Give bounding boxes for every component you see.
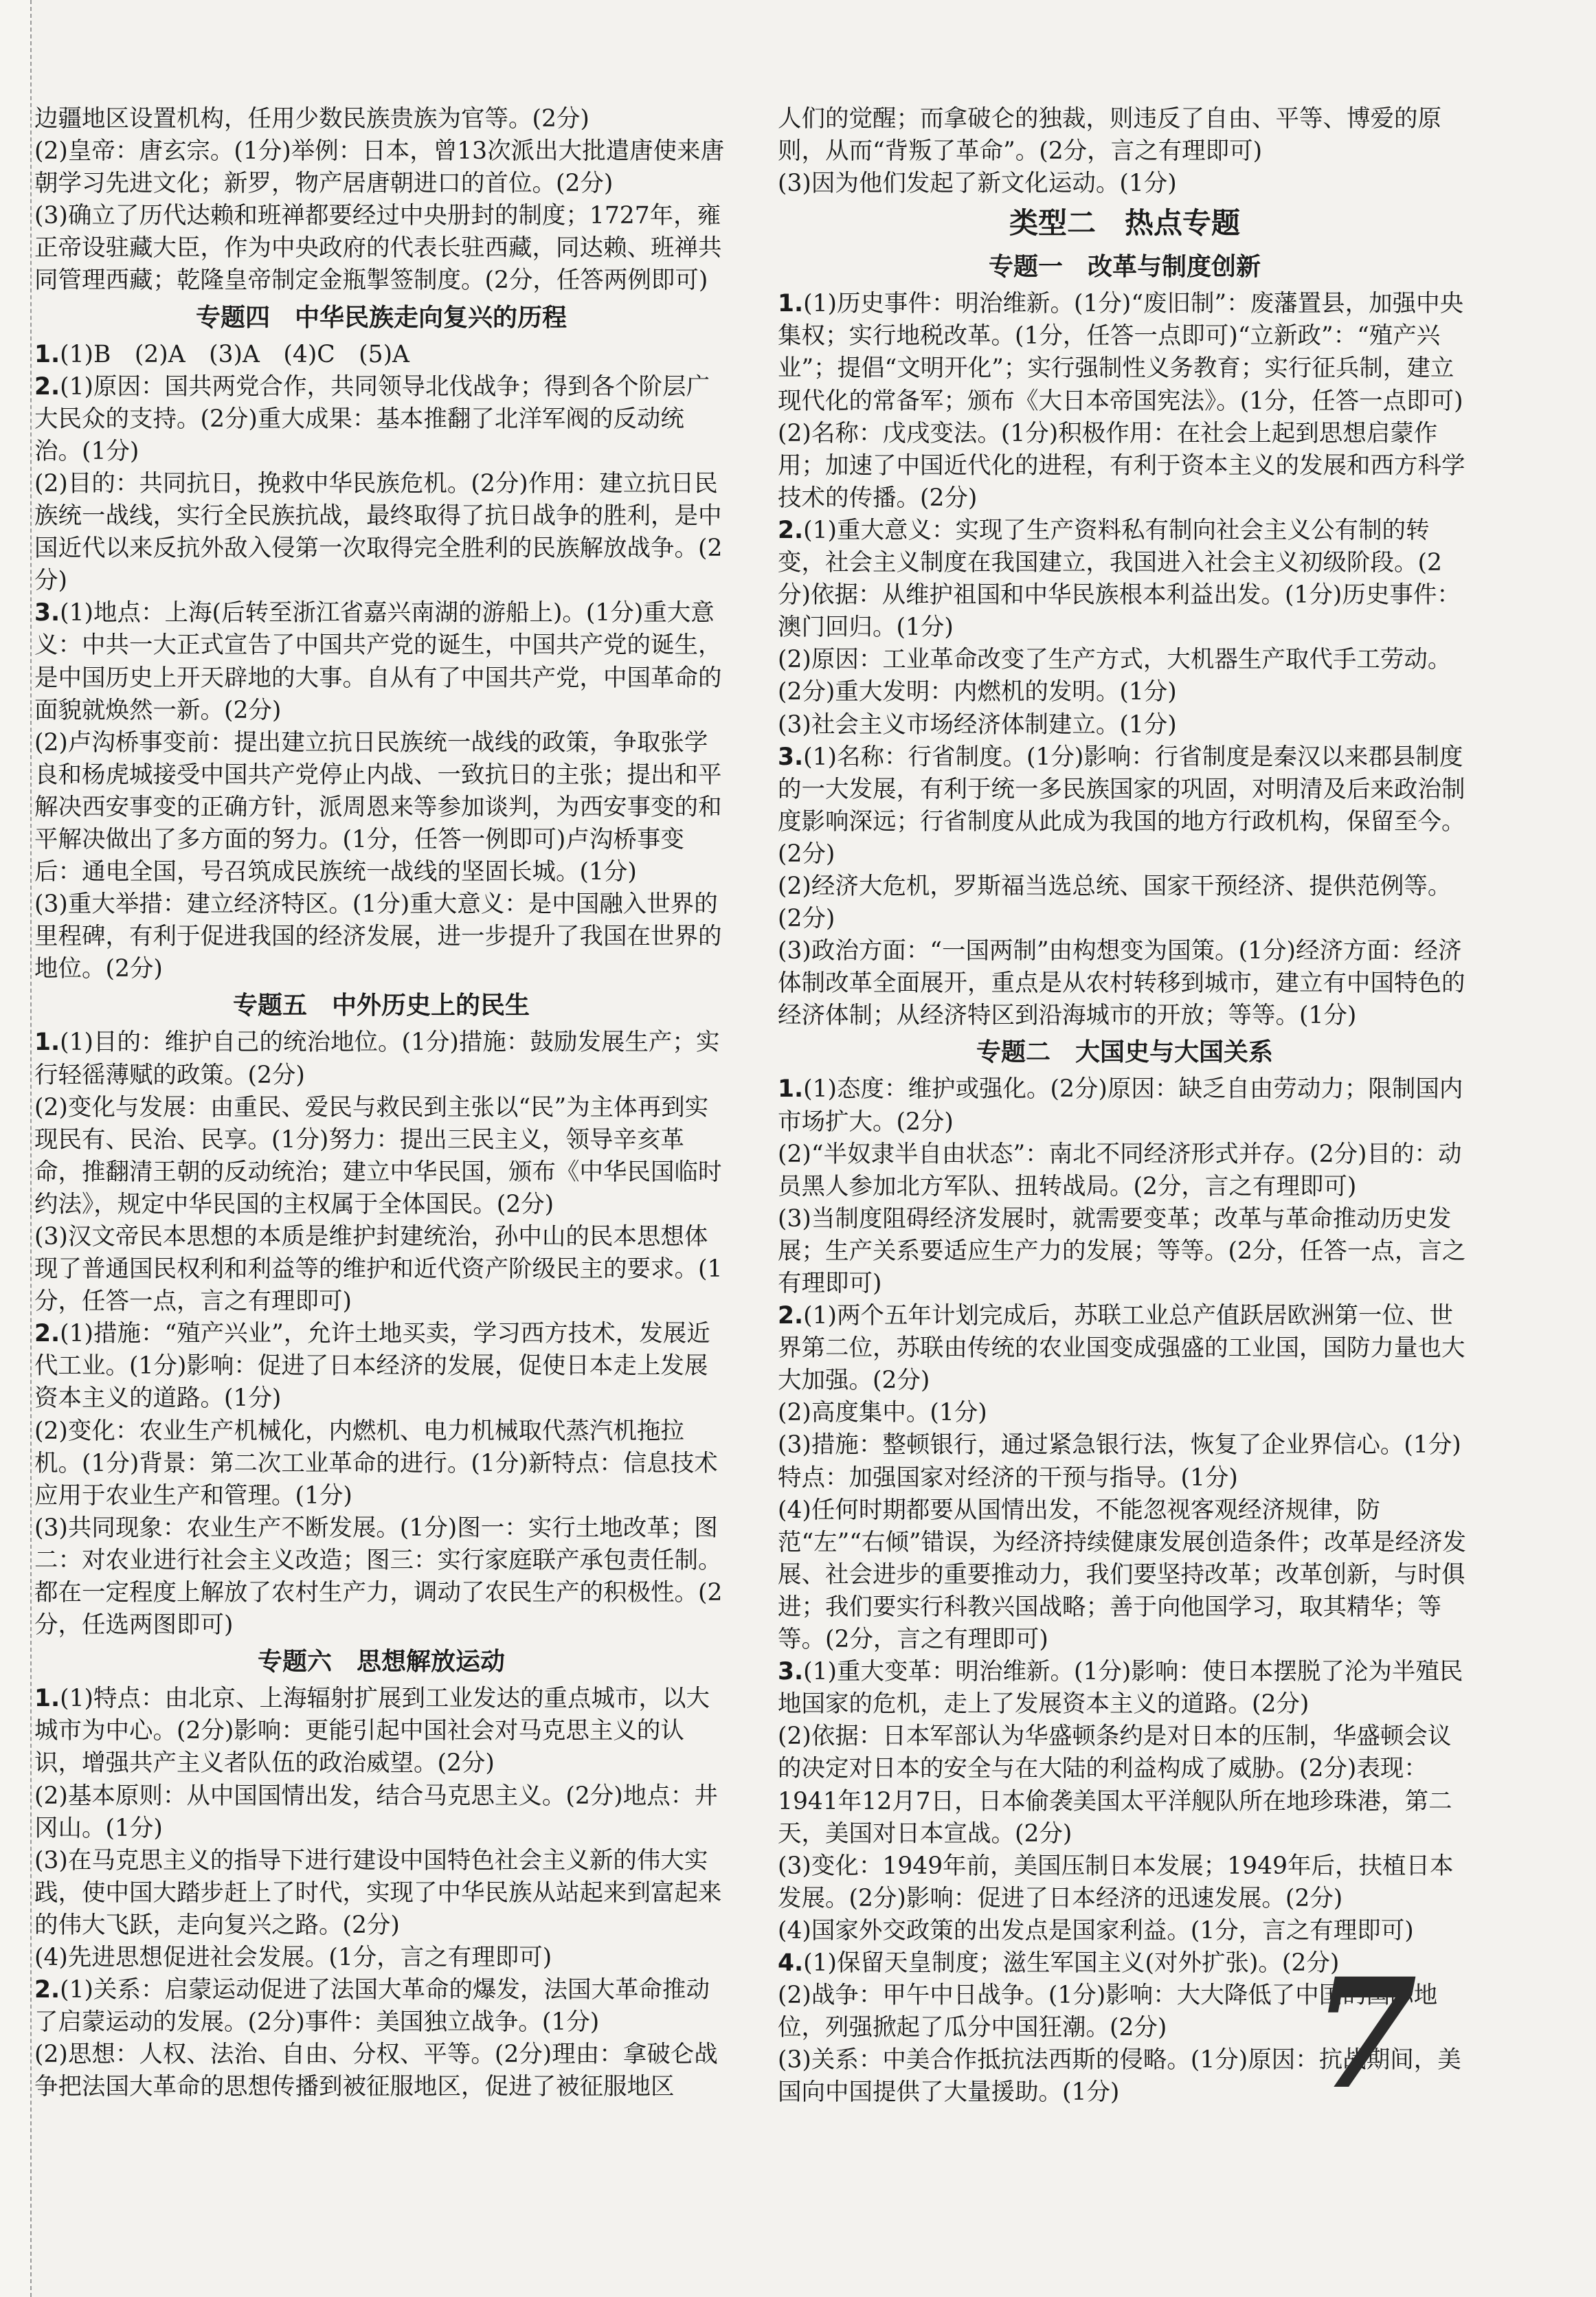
answer-paragraph — [34, 1780, 728, 1845]
answer-text: (2)名称：戊戌变法。(1分)积极作用：在社会上起到思想启蒙作用；加速了中国近代化的进程，有利于资本主义的发展和西方科学技术的传播。(2分) — [778, 419, 1465, 512]
answer-text: (3)社会主义市场经济体制建立。(1分) — [778, 710, 1177, 739]
answer-text: (3)措施：整顿银行，通过紧急银行法，恢复了企业界信心。(1分)特点：加强国家对经济的干预与指导。(1分) — [778, 1431, 1461, 1492]
question-answer — [34, 597, 728, 726]
question-number: 1. — [34, 1685, 60, 1713]
answer-text: (2)变化：农业生产机械化，内燃机、电力机械取代蒸汽机拖拉机。(1分)背景：第二次工业革命的进行。(1分)新特点：信息技术应用于农业生产和管理。(1分) — [34, 1417, 718, 1510]
question-answer — [778, 1656, 1472, 1721]
question-answer — [778, 288, 1472, 417]
question-number: 2. — [34, 372, 60, 401]
answer-paragraph — [34, 888, 728, 985]
question-answer — [778, 515, 1472, 644]
answer-paragraph — [778, 1139, 1472, 1203]
answer-text: (2)依据：日本军部认为华盛顿条约是对日本的压制，华盛顿会议的决定对日本的安全与在大陆的利益构成了威胁。(2分)表现：1941年12月7日，日本偷袭美国太平洋舰队所在地珍珠港，第二天，美国对日本宣战。(2分) — [778, 1723, 1452, 1848]
section-title: 类型二 热点专题 — [1009, 206, 1240, 240]
question-answer — [778, 1073, 1472, 1138]
question-number: 1. — [778, 1075, 804, 1103]
binding-margin — [0, 0, 32, 2297]
answer-text: (1)态度：维护或强化。(2分)原因：缺乏自由劳动力；限制国内市场扩大。(2分) — [778, 1075, 1463, 1136]
question-number: 3. — [778, 1658, 804, 1686]
right-column — [778, 103, 1472, 2122]
page-number: 7 — [1312, 1945, 1418, 2122]
answer-paragraph — [778, 103, 1472, 168]
answer-paragraph — [778, 1915, 1472, 1947]
answer-text: 边疆地区设置机构，任用少数民族贵族为官等。(2分) — [34, 105, 589, 133]
question-answer — [34, 1318, 728, 1415]
answer-text: (2)卢沟桥事变前：提出建立抗日民族统一战线的政策，争取张学良和杨虎城接受中国共产党停止内战、一致抗日的主张；提出和平解决西安事变的正确方针，派周恩来等参加谈判，为西安事变的和平解决做出了多方面的努力。(1分，任答一例即可)卢沟桥事变后：通电全国，号召筑成民族统一战线的坚固长城。(1分) — [34, 728, 722, 886]
answer-paragraph — [778, 1721, 1472, 1850]
answer-paragraph — [778, 168, 1472, 200]
answer-text: (2)目的：共同抗日，挽救中华民族危机。(2分)作用：建立抗日民族统一战线，实行全民族抗战，最终取得了抗日战争的胜利，是中国近代以来反抗外敌入侵第一次取得完全胜利的民族解放战争。(2分) — [34, 469, 723, 595]
answer-text: (2)高度集中。(1分) — [778, 1399, 987, 1427]
answer-text: (2)原因：工业革命改变了生产方式，大机器生产取代手工劳动。(2分)重大发明：内燃机的发明。(1分) — [778, 646, 1452, 706]
answer-text: (2)基本原则：从中国国情出发，结合马克思主义。(2分)地点：井冈山。(1分) — [34, 1782, 718, 1842]
answer-text: (2)思想：人权、法治、自由、分权、平等。(2分)理由：拿破仑战争把法国大革命的思想传播到被征服地区，促进了被征服地区 — [34, 2041, 718, 2101]
answer-text: (1)名称：行省制度。(1分)影响：行省制度是秦汉以来郡县制度的一大发展，有利于统一多民族国家的巩固，对明清及后来政治制度影响深远；行省制度从此成为我国的地方行政机构，保留至今。(2分) — [778, 743, 1465, 868]
answer-paragraph — [34, 1942, 728, 1974]
answer-text: (1)原因：国共两党合作，共同领导北伐战争；得到各个阶层广大民众的支持。(2分)重大成果：基本推翻了北洋军阀的反动统治。(1分) — [34, 372, 710, 465]
answer-paragraph — [34, 1415, 728, 1512]
answer-text: (1)保留天皇制度；滋生军国主义(对外扩张)。(2分) — [803, 1949, 1340, 1977]
answer-paragraph — [778, 1397, 1472, 1429]
question-answer — [778, 741, 1472, 871]
answer-paragraph — [34, 200, 728, 297]
question-number: 1. — [34, 1029, 60, 1057]
topic-heading: 专题六 思想解放运动 — [257, 1648, 505, 1677]
answer-paragraph — [34, 1512, 728, 1641]
answer-paragraph — [778, 871, 1472, 935]
answer-text: (2)经济大危机，罗斯福当选总统、国家干预经济、提供范例等。(2分) — [778, 872, 1452, 933]
question-answer — [34, 371, 728, 468]
question-number: 2. — [34, 1976, 60, 2004]
answer-paragraph — [778, 1850, 1472, 1915]
answer-text: (3)因为他们发起了新文化运动。(1分) — [778, 170, 1177, 198]
answer-text: (2)战争：甲午中日战争。(1分)影响：大大降低了中国的国际地位，列强掀起了瓜分中国狂潮。(2分) — [778, 1982, 1438, 2042]
answer-text: (1)重大变革：明治维新。(1分)影响：使日本摆脱了沦为半殖民地国家的危机，走上了发展资本主义的道路。(2分) — [778, 1658, 1463, 1718]
answer-paragraph — [778, 418, 1472, 515]
question-number: 3. — [34, 599, 60, 627]
answer-text: (3)在马克思主义的指导下进行建设中国特色社会主义新的伟大实践，使中国大踏步赶上了时代，实现了中华民族从站起来到富起来的伟大飞跃，走向复兴之路。(2分) — [34, 1846, 722, 1939]
answer-text: (4)国家外交政策的出发点是国家利益。(1分，言之有理即可) — [778, 1916, 1414, 1945]
question-answer — [778, 1300, 1472, 1397]
left-column — [34, 103, 728, 2103]
answer-text: (3)确立了历代达赖和班禅都要经过中央册封的制度；1727年，雍正帝设驻藏大臣，作为中央政府的代表长驻西藏，同达赖、班禅共同管理西藏；乾隆皇帝制定金瓶掣签制度。(2分，任答两例即可) — [34, 202, 722, 295]
answer-text: (1)历史事件：明治维新。(1分)“废旧制”：废藩置县，加强中央集权；实行地税改革。(1分，任答一点即可)“立新政”：“殖产兴业”；提倡“文明开化”；实行强制性义务教育；实行征兵制，建立现代化的常备军；颁布《大日本帝国宪法》。(1分，任答一点即可) — [778, 290, 1464, 415]
question-answer — [34, 1974, 728, 2039]
answer-text: (3)重大举措：建立经济特区。(1分)重大意义：是中国融入世界的里程碑，有利于促进我国的经济发展，进一步提升了我国在世界的地位。(2分) — [34, 890, 722, 983]
answer-text: (4)任何时期都要从国情出发，不能忽视客观经济规律，防范“左”“右倾”错误，为经济持续健康发展创造条件；改革是经济发展、社会进步的重要推动力，我们要坚持改革；改革创新，与时俱进；我们要实行科教兴国战略；善于向他国学习，取其精华；等等。(2分，言之有理即可) — [778, 1496, 1467, 1654]
answer-paragraph — [778, 935, 1472, 1032]
answer-paragraph — [778, 709, 1472, 741]
answer-text: 人们的觉醒；而拿破仑的独裁，则违反了自由、平等、博爱的原则，从而“背叛了革命”。(2分，言之有理即可) — [778, 105, 1441, 166]
answer-text: (3)当制度阻碍经济发展时，就需要变革；改革与革命推动历史发展；生产关系要适应生产力的发展；等等。(2分，任答一点，言之有理即可) — [778, 1204, 1466, 1297]
answer-text: (3)关系：中美合作抵抗法西斯的侵略。(1分)原因：抗战期间，美国向中国提供了大量援助。(1分) — [778, 2046, 1461, 2107]
answer-text: (2)皇帝：唐玄宗。(1分)举例：日本，曾13次派出大批遣唐使来唐朝学习先进文化；新罗，物产居唐朝进口的首位。(2分) — [34, 137, 725, 198]
topic-heading: 专题一 改革与制度创新 — [988, 253, 1261, 282]
answer-paragraph — [778, 644, 1472, 708]
answer-paragraph — [778, 1429, 1472, 1494]
answer-text: (1)重大意义：实现了生产资料私有制向社会主义公有制的转变，社会主义制度在我国建立，我国进入社会主义初级阶段。(2分)依据：从维护祖国和中华民族根本利益出发。(1分)历史事件：澳门回归。(1分) — [778, 516, 1461, 642]
answer-text: (3)变化：1949年前，美国压制日本发展；1949年后，扶植日本发展。(2分)影响：促进了日本经济的迅速发展。(2分) — [778, 1852, 1454, 1912]
answer-text: (1)地点：上海(后转至浙江省嘉兴南湖的游船上)。(1分)重大意义：中共一大正式宣告了中国共产党的诞生，中国共产党的诞生，是中国历史上开天辟地的大事。自从有了中国共产党，中国革命的面貌就焕然一新。(2分) — [34, 599, 722, 724]
topic-heading: 专题二 大国史与大国关系 — [976, 1038, 1273, 1067]
answer-text: (2)变化与发展：由重民、爱民与救民到主张以“民”为主体再到实现民有、民治、民享。(1分)努力：提出三民主义，领导辛亥革命，推翻清王朝的反动统治；建立中华民国，颁布《中华民国临时约法》，规定中华民国的主权属于全体国民。(2分) — [34, 1093, 722, 1218]
answer-paragraph — [778, 1494, 1472, 1656]
answer-text: (1)特点：由北京、上海辐射扩展到工业发达的重点城市，以大城市为中心。(2分)影响：更能引起中国社会对马克思主义的认识，增强共产主义者队伍的政治威望。(2分) — [34, 1685, 710, 1778]
answer-text: (1)B (2)A (3)A (4)C (5)A — [60, 340, 409, 368]
answer-text: (3)政治方面：“一国两制”由构想变为国策。(1分)经济方面：经济体制改革全面展开，重点是从农村转移到城市，建立有中国特色的经济体制；从经济特区到沿海城市的开放；等等。(1分) — [778, 937, 1465, 1030]
answer-paragraph — [34, 727, 728, 888]
answer-paragraph — [34, 1221, 728, 1318]
question-number: 2. — [34, 1320, 60, 1348]
answer-paragraph — [34, 2039, 728, 2103]
topic-heading: 专题四 中华民族走向复兴的历程 — [195, 303, 567, 332]
answer-text: (1)关系：启蒙运动促进了法国大革命的爆发，法国大革命推动了启蒙运动的发展。(2分)事件：美国独立战争。(1分) — [34, 1976, 710, 2037]
topic-heading: 专题五 中外历史上的民生 — [232, 991, 530, 1020]
answer-text: (4)先进思想促进社会发展。(1分，言之有理即可) — [34, 1943, 552, 1971]
question-number: 1. — [778, 290, 804, 318]
answer-text: (1)目的：维护自己的统治地位。(1分)措施：鼓励发展生产；实行轻徭薄赋的政策。(2分) — [34, 1029, 720, 1089]
answer-text: (2)“半奴隶半自由状态”：南北不同经济形式并存。(2分)目的：动员黑人参加北方军队、扭转战局。(2分，言之有理即可) — [778, 1140, 1462, 1200]
question-answer — [34, 339, 728, 371]
question-number: 2. — [778, 1302, 804, 1330]
answer-paragraph — [34, 1092, 728, 1221]
answer-text: (1)措施：“殖产兴业”，允许土地买卖，学习西方技术，发展近代工业。(1分)影响：促进了日本经济的发展，促使日本走上发展资本主义的道路。(1分) — [34, 1320, 710, 1413]
question-number: 2. — [778, 516, 804, 544]
answer-paragraph — [34, 135, 728, 200]
answer-text: (3)汉文帝民本思想的本质是维护封建统治，孙中山的民本思想体现了普通国民权利和利益等的维护和近代资产阶级民主的要求。(1分，任答一点，言之有理即可) — [34, 1223, 723, 1316]
answer-paragraph — [34, 1845, 728, 1942]
question-answer — [34, 1027, 728, 1091]
answer-text: (1)两个五年计划完成后，苏联工业总产值跃居欧洲第一位、世界第二位，苏联由传统的农业国变成强盛的工业国，国防力量也大大加强。(2分) — [778, 1302, 1465, 1395]
question-number: 1. — [34, 340, 60, 368]
answer-paragraph — [34, 103, 728, 135]
answer-paragraph — [778, 1203, 1472, 1300]
answer-text: (3)共同现象：农业生产不断发展。(1分)图一：实行土地改革；图二：对农业进行社会主义改造；图三：实行家庭联产承包责任制。都在一定程度上解放了农村生产力，调动了农民生产的积极性。(2分，任选两图即可) — [34, 1514, 723, 1639]
question-number: 4. — [778, 1949, 804, 1977]
answer-paragraph — [34, 468, 728, 597]
question-number: 3. — [778, 743, 804, 771]
question-answer — [34, 1683, 728, 1780]
